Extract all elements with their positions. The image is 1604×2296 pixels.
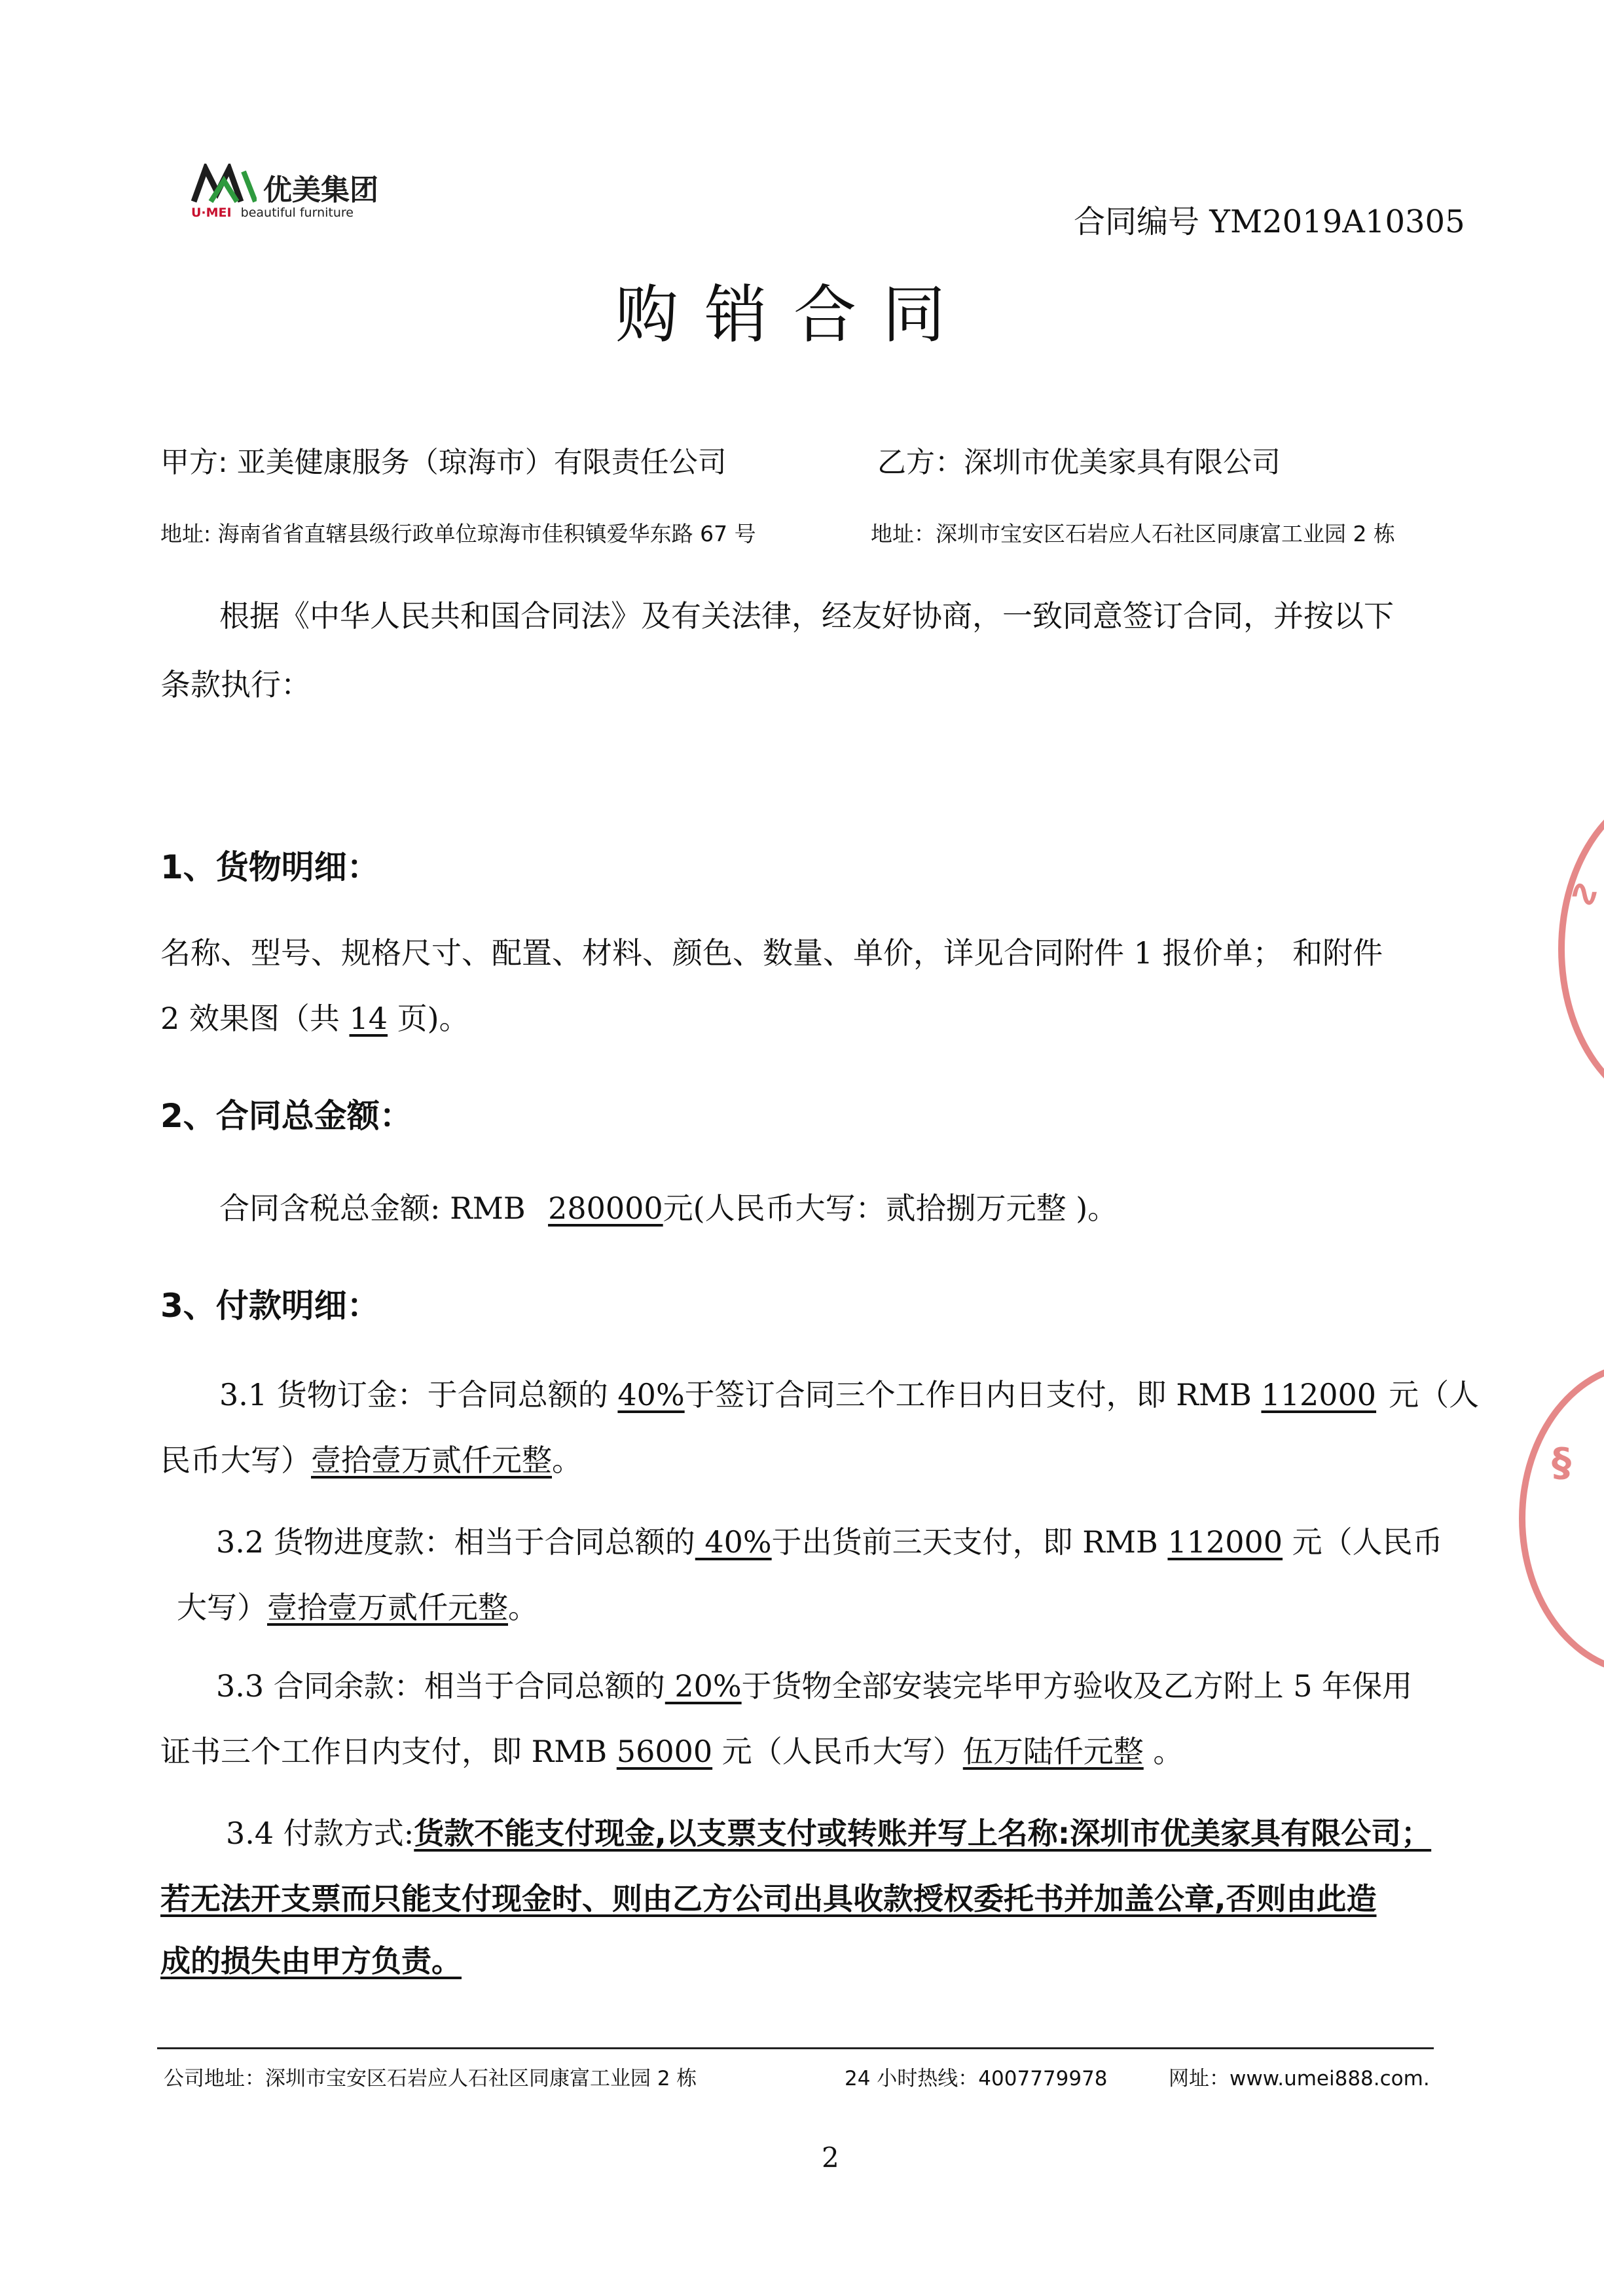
umei-logo-icon: [191, 164, 257, 204]
clause-3-4-line-1: 3.4 付款方式:货款不能支付现金,以支票支付或转账并写上名称:深圳市优美家具有限公司；: [226, 1816, 1432, 1851]
clause-3-4-line-3: 成的损失由甲方负责。: [160, 1943, 462, 1979]
intro-line-1: 根据《中华人民共和国合同法》及有关法律，经友好协商，一致同意签订合同，并按以下: [219, 598, 1394, 634]
clause-3-4-line-2: 若无法开支票而只能支付现金时、则由乙方公司出具收款授权委托书并加盖公章,否则由此造: [160, 1881, 1377, 1916]
footer-website: 网址：www.umei888.com.: [1169, 2067, 1430, 2090]
clause-3-1-line-1: 3.1 货物订金：于合同总额的 40%于签订合同三个工作日内日支付，即 RMB 112000 元（人: [219, 1377, 1480, 1412]
seal-stamp-upper: [1558, 785, 1604, 1113]
progress-amount: 112000: [1167, 1524, 1283, 1560]
party-b: 乙方：深圳市优美家具有限公司: [877, 446, 1281, 479]
clause-3-2-line-2: 大写）壹拾壹万贰仟元整。: [177, 1590, 538, 1625]
party-a: 甲方: 亚美健康服务（琼海市）有限责任公司: [160, 446, 727, 479]
balance-percent: 20%: [665, 1668, 742, 1704]
total-amount: 280000: [548, 1191, 663, 1226]
section-2-heading: 2、合同总金额：: [160, 1097, 412, 1135]
deposit-percent: 40%: [617, 1377, 685, 1412]
logo-tagline: beautiful furniture: [240, 206, 354, 220]
progress-percent: 40%: [695, 1524, 772, 1560]
footer-divider: [157, 2047, 1434, 2049]
contract-number: 合同编号 YM2019A10305: [1074, 204, 1465, 240]
progress-amount-words: 壹拾壹万贰仟元整: [267, 1590, 508, 1625]
seal-mark-upper: ∿: [1568, 870, 1601, 916]
seal-stamp-lower: [1519, 1361, 1604, 1676]
page-title: 购销合同: [615, 278, 972, 351]
company-logo: [191, 164, 407, 223]
deposit-amount: 112000: [1261, 1377, 1377, 1412]
total-amount-line: 合同含税总金额: RMB 280000元(人民币大写：贰拾捌万元整 )。: [219, 1191, 1118, 1226]
section-1-heading: 1、货物明细：: [160, 848, 380, 886]
seal-mark-lower: §: [1552, 1440, 1571, 1486]
clause-3-3-line-2: 证书三个工作日内支付，即 RMB 56000 元（人民币大写）伍万陆仟元整 。: [160, 1734, 1184, 1769]
footer-hotline: 24 小时热线：4007779978: [845, 2067, 1108, 2090]
balance-amount-words: 伍万陆仟元整: [962, 1734, 1144, 1769]
clause-3-1-line-2: 民币大写）壹拾壹万贰仟元整。: [160, 1443, 582, 1478]
intro-line-2: 条款执行：: [160, 667, 311, 702]
clause-3-2-line-1: 3.2 货物进度款：相当于合同总额的 40%于出货前三天支付，即 RMB 112000 元（人民币: [216, 1524, 1443, 1560]
section-1-line-2: 2 效果图（共 14 页)。: [160, 1001, 469, 1036]
logo-brand: U·MEI: [191, 206, 232, 220]
logo-name: 优美集团: [263, 173, 378, 207]
party-b-address: 地址：深圳市宝安区石岩应人石社区同康富工业园 2 栋: [871, 521, 1395, 547]
section-1-line-1: 名称、型号、规格尺寸、配置、材料、颜色、数量、单价，详见合同附件 1 报价单； 和附件: [160, 935, 1383, 971]
logo-subtitle: [191, 206, 354, 220]
clause-3-3-line-1: 3.3 合同余款：相当于合同总额的 20%于货物全部安装完毕甲方验收及乙方附上 5 年保用: [216, 1668, 1413, 1704]
balance-amount: 56000: [616, 1734, 713, 1769]
deposit-amount-words: 壹拾壹万贰仟元整: [311, 1443, 552, 1478]
footer-address: 公司地址：深圳市宝安区石岩应人石社区同康富工业园 2 栋: [164, 2067, 697, 2090]
party-a-address: 地址: 海南省省直辖县级行政单位琼海市佳积镇爱华东路 67 号: [160, 521, 756, 547]
section-3-heading: 3、付款明细：: [160, 1287, 380, 1325]
page-number: 2: [822, 2142, 839, 2174]
pages-count: 14: [349, 1001, 388, 1036]
